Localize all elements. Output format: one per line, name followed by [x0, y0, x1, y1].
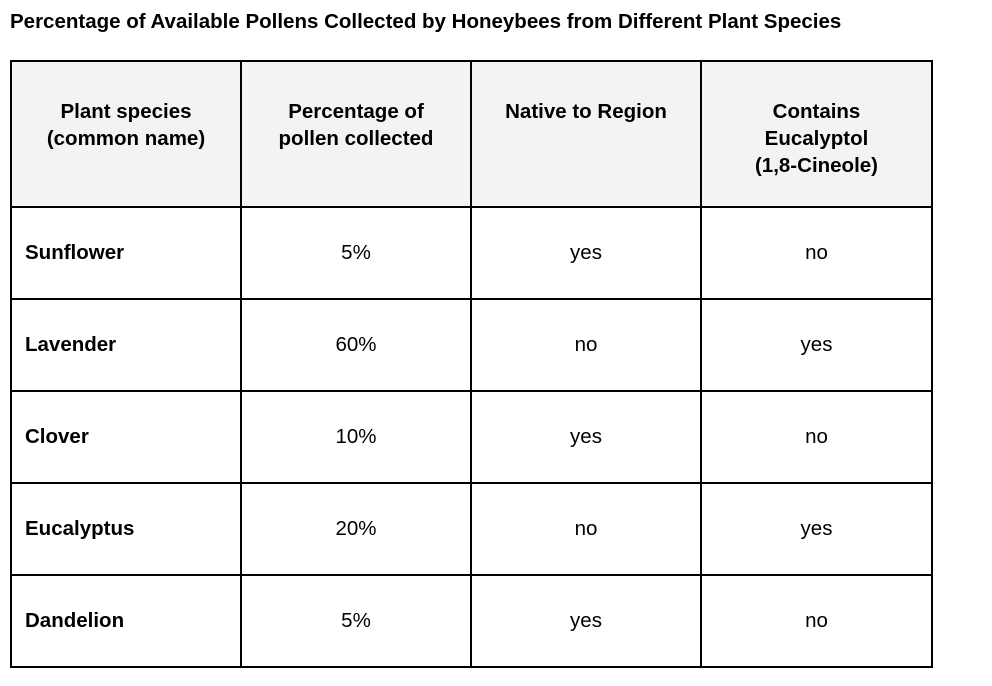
native-cell: yes	[471, 207, 701, 299]
header-line: Contains	[772, 100, 861, 123]
header-line: Plant species	[60, 100, 192, 123]
pollen-table	[10, 60, 933, 668]
header-line: Percentage of	[288, 100, 424, 123]
percentage-cell: 5%	[241, 207, 471, 299]
species-cell: Eucalyptus	[11, 483, 241, 575]
native-cell: yes	[471, 391, 701, 483]
header-row	[11, 61, 932, 207]
table-row	[11, 483, 932, 575]
header-line: (1,8-Cineole)	[754, 154, 879, 177]
table-row	[11, 299, 932, 391]
eucalyptol-cell: no	[701, 391, 932, 483]
header-percentage	[241, 61, 471, 207]
species-cell: Clover	[11, 391, 241, 483]
species-cell: Lavender	[11, 299, 241, 391]
percentage-cell: 60%	[241, 299, 471, 391]
table-row	[11, 575, 932, 667]
header-plant-species	[11, 61, 241, 207]
header-line: Eucalyptol	[764, 127, 869, 150]
percentage-cell: 20%	[241, 483, 471, 575]
percentage-cell: 10%	[241, 391, 471, 483]
species-cell: Dandelion	[11, 575, 241, 667]
page-title: Percentage of Available Pollens Collected by Honeybees from Different Plant Species	[10, 10, 842, 33]
eucalyptol-cell: yes	[701, 483, 932, 575]
header-eucalyptol	[701, 61, 932, 207]
header-line: pollen collected	[278, 127, 434, 150]
eucalyptol-cell: yes	[701, 299, 932, 391]
table-row	[11, 207, 932, 299]
eucalyptol-cell: no	[701, 575, 932, 667]
table-row	[11, 391, 932, 483]
native-cell: no	[471, 483, 701, 575]
header-native	[471, 61, 701, 207]
percentage-cell: 5%	[241, 575, 471, 667]
native-cell: no	[471, 299, 701, 391]
header-line: Native to Region	[505, 100, 667, 123]
species-cell: Sunflower	[11, 207, 241, 299]
native-cell: yes	[471, 575, 701, 667]
eucalyptol-cell: no	[701, 207, 932, 299]
header-line: (common name)	[46, 127, 206, 150]
